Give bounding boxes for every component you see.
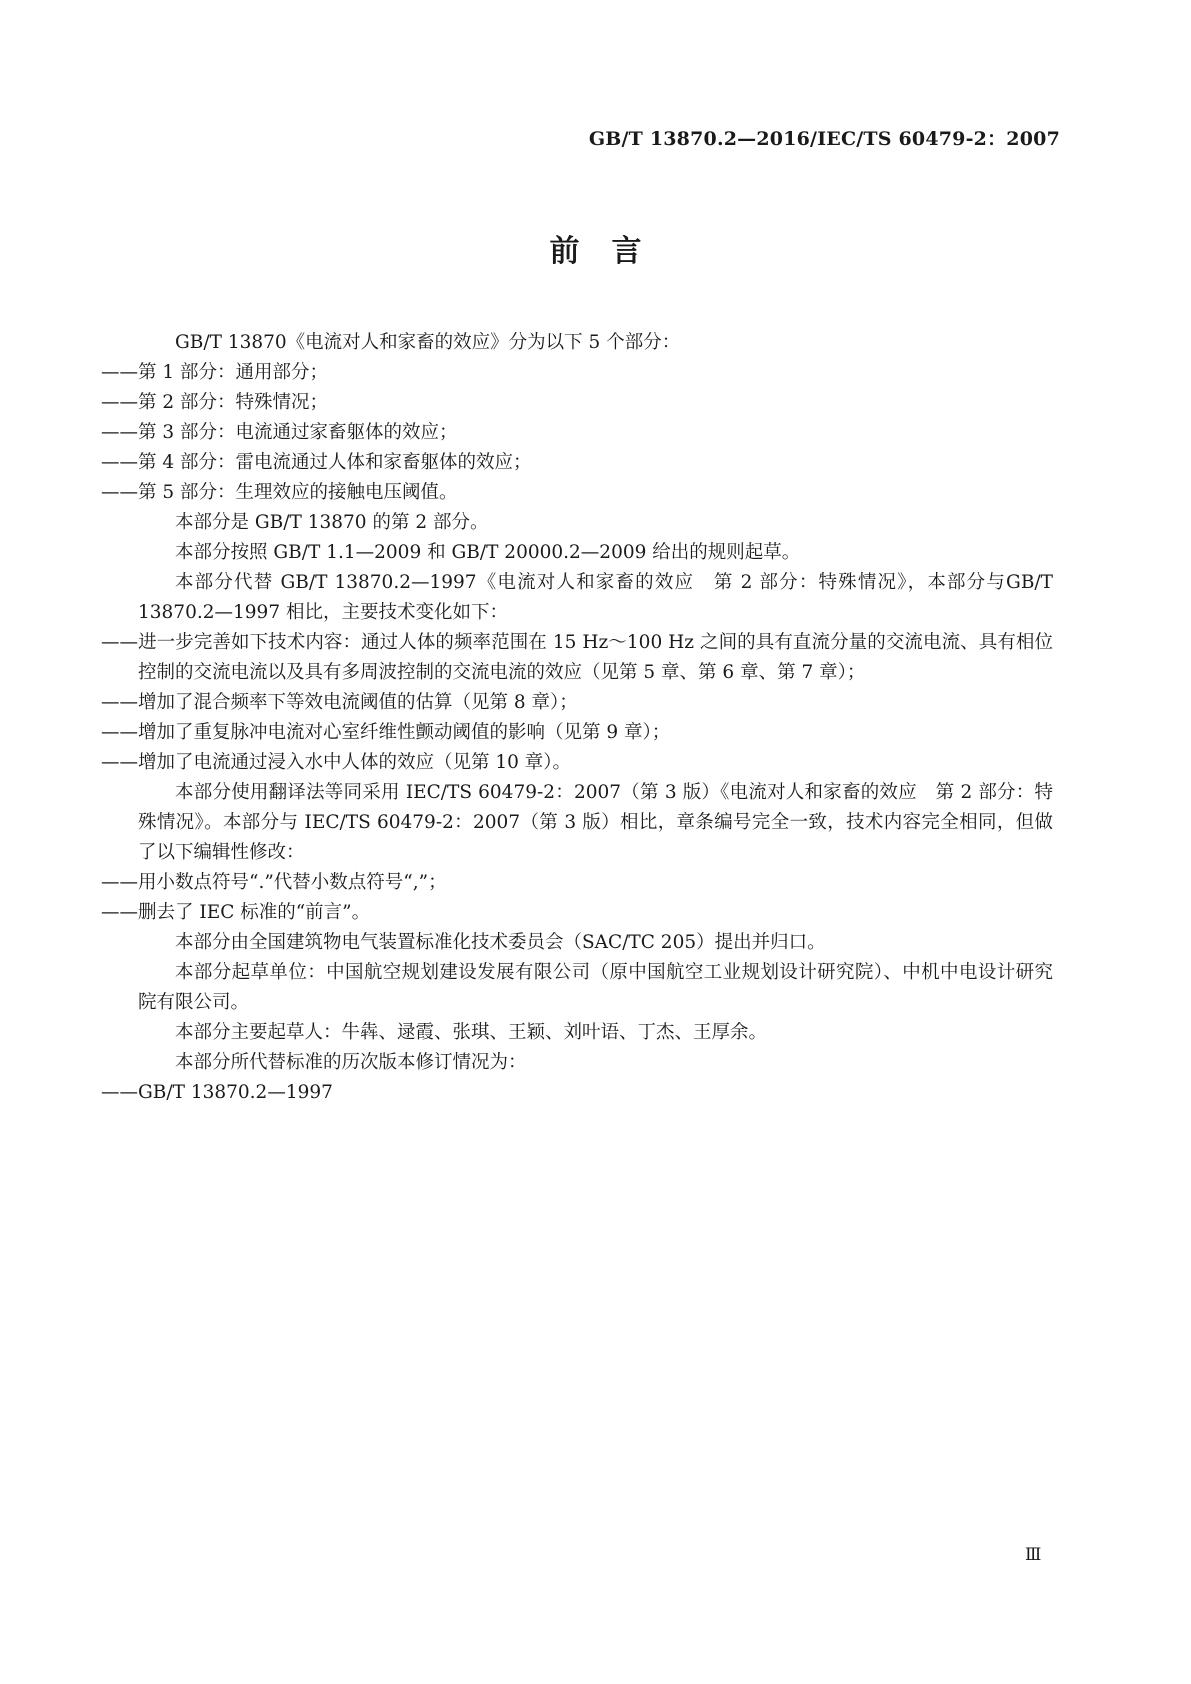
foreword-body	[101, 328, 1053, 1108]
paragraph: 本部分起草单位：中国航空规划建设发展有限公司（原中国航空工业规划设计研究院）、中机中电设计研究院有限公司。	[138, 962, 1053, 1013]
list-item: ——第 4 部分：雷电流通过人体和家畜躯体的效应；	[101, 452, 532, 473]
paragraph: GB/T 13870《电流对人和家畜的效应》分为以下 5 个部分：	[175, 332, 681, 353]
paragraph: 本部分所代替标准的历次版本修订情况为：	[175, 1052, 527, 1073]
list-item: ——第 5 部分：生理效应的接触电压阈值。	[101, 482, 458, 503]
list-item: ——用小数点符号“.”代替小数点符号“,”；	[101, 872, 447, 893]
list-item: ——进一步完善如下技术内容：通过人体的频率范围在 15 Hz～100 Hz 之间的具有直流分量的交流电流、具有相位控制的交流电流以及具有多周波控制的交流电流的效应（见第 5 章、第 6 章、第 7 章）；	[101, 632, 1053, 683]
list-item: ——增加了电流通过浸入水中人体的效应（见第 10 章）。	[101, 752, 572, 773]
list-item: ——GB/T 13870.2—1997	[101, 1082, 333, 1103]
paragraph: 本部分按照 GB/T 1.1—2009 和 GB/T 20000.2—2009 给出的规则起草。	[175, 542, 801, 563]
list-item: ——第 3 部分：电流通过家畜躯体的效应；	[101, 422, 458, 443]
page-title: 前言	[549, 234, 674, 269]
paragraph: 本部分主要起草人：牛犇、逯霞、张琪、王颖、刘叶语、丁杰、王厚余。	[175, 1022, 768, 1043]
list-item: ——增加了重复脉冲电流对心室纤维性颤动阈值的影响（见第 9 章）；	[101, 722, 671, 743]
list-item: ——增加了混合频率下等效电流阈值的估算（见第 8 章）；	[101, 692, 578, 713]
list-item: ——第 2 部分：特殊情况；	[101, 392, 329, 413]
paragraph: 本部分由全国建筑物电气装置标准化技术委员会（SAC/TC 205）提出并归口。	[175, 932, 826, 953]
standard-code-header: GB/T 13870.2—2016/IEC/TS 60479-2：2007	[588, 128, 1060, 150]
list-item: ——第 1 部分：通用部分；	[101, 362, 329, 383]
paragraph: 本部分使用翻译法等同采用 IEC/TS 60479-2：2007（第 3 版）《电流对人和家畜的效应 第 2 部分：特殊情况》。本部分与 IEC/TS 60479-2：2007（第 3 版）相比，章条编号完全一致，技术内容完全相同，但做了以下编辑性修改：	[138, 782, 1053, 863]
paragraph: 本部分代替 GB/T 13870.2—1997《电流对人和家畜的效应 第 2 部分：特殊情况》，本部分与GB/T 13870.2—1997 相比，主要技术变化如下：	[138, 572, 1053, 623]
list-item: ——删去了 IEC 标准的“前言”。	[101, 902, 371, 923]
page-number: Ⅲ	[1025, 1545, 1042, 1565]
paragraph: 本部分是 GB/T 13870 的第 2 部分。	[175, 512, 489, 533]
